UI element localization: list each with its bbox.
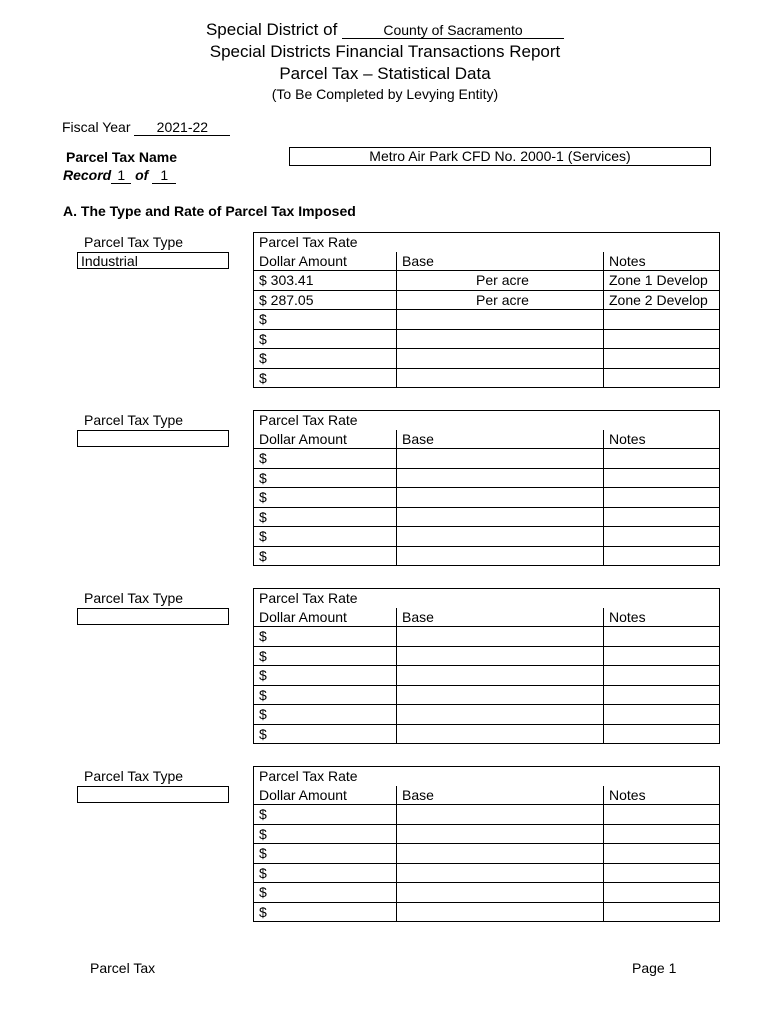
- parcel-tax-type-field[interactable]: [77, 430, 229, 447]
- dollar-amount-cell[interactable]: $: [254, 724, 397, 744]
- base-header: Base: [397, 608, 604, 627]
- parcel-tax-type-field[interactable]: Industrial: [77, 252, 229, 269]
- parcel-tax-type-label: Parcel Tax Type: [84, 234, 184, 250]
- record-row: [63, 167, 176, 184]
- dollar-amount-cell[interactable]: $: [254, 468, 397, 488]
- notes-cell[interactable]: [604, 468, 720, 488]
- base-cell[interactable]: [397, 527, 604, 547]
- dollar-amount-cell[interactable]: $ 303.41: [254, 271, 397, 291]
- rate-row: [254, 488, 720, 508]
- notes-cell[interactable]: [604, 627, 720, 647]
- base-cell[interactable]: [397, 468, 604, 488]
- parcel-tax-name-label: Parcel Tax Name: [66, 149, 178, 165]
- notes-cell[interactable]: Zone 2 Develop: [604, 290, 720, 310]
- notes-cell[interactable]: [604, 824, 720, 844]
- rate-row: [254, 705, 720, 725]
- notes-cell[interactable]: [604, 507, 720, 527]
- notes-cell[interactable]: [604, 449, 720, 469]
- dollar-amount-cell[interactable]: $: [254, 349, 397, 369]
- notes-cell[interactable]: [604, 863, 720, 883]
- rate-row: [254, 290, 720, 310]
- dollar-amount-cell[interactable]: $: [254, 546, 397, 566]
- base-cell[interactable]: [397, 724, 604, 744]
- dollar-amount-cell[interactable]: $: [254, 805, 397, 825]
- dollar-amount-cell[interactable]: $: [254, 488, 397, 508]
- report-instruction: (To Be Completed by Levying Entity): [271, 86, 499, 102]
- base-cell[interactable]: [397, 902, 604, 922]
- parcel-tax-rate-heading: Parcel Tax Rate: [254, 411, 720, 430]
- base-cell[interactable]: [397, 685, 604, 705]
- parcel-tax-rate-heading: Parcel Tax Rate: [254, 767, 720, 786]
- dollar-amount-cell[interactable]: $: [254, 863, 397, 883]
- rate-row: [254, 844, 720, 864]
- notes-header: Notes: [604, 608, 720, 627]
- parcel-tax-rate-table: [253, 232, 720, 388]
- parcel-tax-rate-heading: Parcel Tax Rate: [254, 233, 720, 252]
- base-cell[interactable]: [397, 705, 604, 725]
- notes-cell[interactable]: [604, 329, 720, 349]
- base-cell[interactable]: [397, 666, 604, 686]
- base-header: Base: [397, 786, 604, 805]
- parcel-tax-type-label: Parcel Tax Type: [84, 590, 184, 606]
- base-cell[interactable]: [397, 883, 604, 903]
- dollar-amount-cell[interactable]: $: [254, 527, 397, 547]
- dollar-amount-cell[interactable]: $: [254, 902, 397, 922]
- footer-page-number: Page 1: [632, 960, 677, 976]
- parcel-tax-rate-table: [253, 410, 720, 566]
- rate-row: [254, 449, 720, 469]
- dollar-amount-cell[interactable]: $: [254, 844, 397, 864]
- notes-cell[interactable]: [604, 546, 720, 566]
- base-cell[interactable]: [397, 805, 604, 825]
- notes-cell[interactable]: [604, 646, 720, 666]
- base-cell[interactable]: Per acre: [397, 290, 604, 310]
- dollar-amount-cell[interactable]: $: [254, 646, 397, 666]
- rate-row: [254, 627, 720, 647]
- dollar-amount-header: Dollar Amount: [254, 430, 397, 449]
- rate-row: [254, 824, 720, 844]
- notes-header: Notes: [604, 430, 720, 449]
- parcel-tax-type-field[interactable]: [77, 608, 229, 625]
- dollar-amount-cell[interactable]: $: [254, 824, 397, 844]
- parcel-tax-type-label: Parcel Tax Type: [84, 412, 184, 428]
- parcel-tax-name-field[interactable]: Metro Air Park CFD No. 2000-1 (Services): [289, 147, 711, 166]
- base-cell[interactable]: [397, 627, 604, 647]
- rate-row: [254, 724, 720, 744]
- notes-cell[interactable]: [604, 805, 720, 825]
- fiscal-year-row: [62, 119, 230, 136]
- parcel-tax-type-label: Parcel Tax Type: [84, 768, 184, 784]
- dollar-amount-cell[interactable]: $ 287.05: [254, 290, 397, 310]
- record-label: Record: [63, 167, 112, 183]
- rate-row: [254, 507, 720, 527]
- rate-row: [254, 666, 720, 686]
- notes-cell[interactable]: [604, 705, 720, 725]
- base-cell[interactable]: [397, 349, 604, 369]
- dollar-amount-cell[interactable]: $: [254, 883, 397, 903]
- notes-cell[interactable]: [604, 666, 720, 686]
- rate-row: [254, 368, 720, 388]
- notes-cell[interactable]: [604, 685, 720, 705]
- dollar-amount-cell[interactable]: $: [254, 666, 397, 686]
- parcel-tax-type-field[interactable]: [77, 786, 229, 803]
- footer-left: Parcel Tax: [90, 960, 156, 976]
- dollar-amount-cell[interactable]: $: [254, 449, 397, 469]
- dollar-amount-header: Dollar Amount: [254, 252, 397, 271]
- notes-cell[interactable]: Zone 1 Develop: [604, 271, 720, 291]
- parcel-tax-rate-heading: Parcel Tax Rate: [254, 589, 720, 608]
- notes-header: Notes: [604, 252, 720, 271]
- base-cell[interactable]: [397, 863, 604, 883]
- rate-row: [254, 468, 720, 488]
- notes-cell[interactable]: [604, 349, 720, 369]
- notes-cell[interactable]: [604, 902, 720, 922]
- header-line-district: [0, 20, 770, 40]
- rate-row: [254, 685, 720, 705]
- dollar-amount-cell[interactable]: $: [254, 310, 397, 330]
- parcel-tax-rate-table: [253, 588, 720, 744]
- dollar-amount-header: Dollar Amount: [254, 608, 397, 627]
- rate-row: [254, 310, 720, 330]
- base-cell[interactable]: [397, 368, 604, 388]
- dollar-amount-cell[interactable]: $: [254, 685, 397, 705]
- district-prefix: Special District of: [205, 20, 338, 39]
- base-cell[interactable]: [397, 546, 604, 566]
- record-total-field[interactable]: 1: [152, 167, 176, 184]
- notes-cell[interactable]: [604, 527, 720, 547]
- section-a-title: A. The Type and Rate of Parcel Tax Imposed: [63, 203, 356, 219]
- rate-row: [254, 646, 720, 666]
- notes-header: Notes: [604, 786, 720, 805]
- notes-cell[interactable]: [604, 488, 720, 508]
- notes-cell[interactable]: [604, 844, 720, 864]
- rate-row: [254, 863, 720, 883]
- district-name-field[interactable]: County of Sacramento: [342, 22, 564, 39]
- notes-cell[interactable]: [604, 724, 720, 744]
- rate-row: [254, 546, 720, 566]
- dollar-amount-cell[interactable]: $: [254, 705, 397, 725]
- report-title: Special Districts Financial Transactions Report: [209, 42, 561, 61]
- base-cell[interactable]: [397, 507, 604, 527]
- rate-row: [254, 329, 720, 349]
- dollar-amount-cell[interactable]: $: [254, 329, 397, 349]
- notes-cell[interactable]: [604, 310, 720, 330]
- rate-row: [254, 349, 720, 369]
- base-header: Base: [397, 252, 604, 271]
- base-cell[interactable]: [397, 844, 604, 864]
- base-cell[interactable]: [397, 646, 604, 666]
- rate-row: [254, 271, 720, 291]
- rate-row: [254, 883, 720, 903]
- base-cell[interactable]: [397, 310, 604, 330]
- record-current-field[interactable]: 1: [111, 167, 131, 184]
- base-cell[interactable]: [397, 824, 604, 844]
- dollar-amount-cell[interactable]: $: [254, 507, 397, 527]
- base-cell[interactable]: [397, 329, 604, 349]
- base-cell[interactable]: [397, 449, 604, 469]
- notes-cell[interactable]: [604, 368, 720, 388]
- fiscal-year-field[interactable]: 2021-22: [134, 119, 230, 136]
- dollar-amount-cell[interactable]: $: [254, 627, 397, 647]
- rate-row: [254, 805, 720, 825]
- base-cell[interactable]: Per acre: [397, 271, 604, 291]
- rate-row: [254, 527, 720, 547]
- rate-row: [254, 902, 720, 922]
- dollar-amount-header: Dollar Amount: [254, 786, 397, 805]
- base-cell[interactable]: [397, 488, 604, 508]
- dollar-amount-cell[interactable]: $: [254, 368, 397, 388]
- fiscal-year-label: Fiscal Year: [62, 119, 131, 135]
- notes-cell[interactable]: [604, 883, 720, 903]
- parcel-tax-rate-table: [253, 766, 720, 922]
- report-subtitle: Parcel Tax – Statistical Data: [279, 64, 491, 83]
- record-of-label: of: [135, 167, 149, 183]
- base-header: Base: [397, 430, 604, 449]
